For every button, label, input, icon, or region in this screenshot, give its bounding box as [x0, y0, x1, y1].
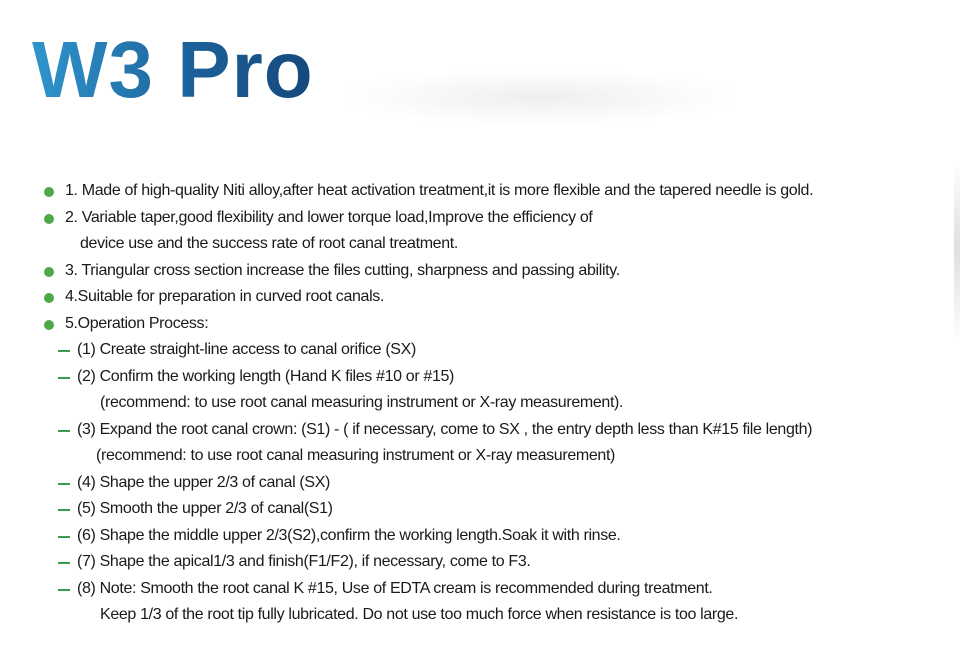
bullet-text: 3. Triangular cross section increase the files cutting, sharpness and passing ability. — [65, 261, 620, 279]
product-title: W3 Pro — [32, 25, 314, 114]
step-item — [0, 337, 960, 364]
bullet-item — [0, 311, 960, 338]
step-text: Keep 1/3 of the root tip fully lubricated. Do not use too much force when resistance is too large. — [100, 606, 739, 623]
step-text: (5) Smooth the upper 2/3 of canal(S1) — [77, 500, 333, 517]
bullet-text: 1. Made of high-quality Niti alloy,after heat activation treatment,it is more flexible and the tapered needle is gold. — [65, 182, 814, 199]
step-item — [0, 417, 960, 444]
step-item — [0, 496, 960, 523]
bullet-item — [0, 178, 960, 205]
step-text: (7) Shape the apical1/3 and finish(F1/F2), if necessary, come to F3. — [77, 553, 531, 570]
step-continuation — [0, 602, 960, 629]
step-text: (recommend: to use root canal measuring instrument or X-ray measurement). — [100, 394, 624, 411]
step-text: (4) Shape the upper 2/3 of canal (SX) — [77, 473, 330, 491]
dash-icon — [58, 562, 70, 564]
bullet-text: 5.Operation Process: — [65, 314, 209, 332]
dash-icon — [58, 350, 70, 352]
step-text: (8) Note: Smooth the root canal K #15, Use of EDTA cream is recommended during treatment. — [77, 579, 713, 597]
bullet-continuation — [0, 231, 960, 258]
step-text: (3) Expand the root canal crown: (S1) - ( if necessary, come to SX , the entry depth less than K#15 file length) — [77, 420, 813, 438]
feature-list — [0, 178, 960, 629]
bullet-item — [0, 284, 960, 311]
step-text: (6) Shape the middle upper 2/3(S2),confirm the working length.Soak it with rinse. — [77, 526, 621, 544]
green-dot-icon — [44, 214, 54, 224]
step-text: (recommend: to use root canal measuring instrument or X-ray measurement) — [96, 447, 616, 464]
dash-icon — [58, 377, 70, 379]
dash-icon — [58, 589, 70, 591]
bullet-item — [0, 258, 960, 285]
step-continuation — [0, 443, 960, 470]
dash-icon — [58, 483, 70, 485]
green-dot-icon — [44, 293, 54, 303]
step-text: (1) Create straight-line access to canal orifice (SX) — [77, 341, 416, 358]
step-item — [0, 470, 960, 497]
bullet-text: 2. Variable taper,good flexibility and lower torque load,Improve the efficiency of — [65, 208, 593, 226]
step-item — [0, 364, 960, 391]
dash-icon — [58, 430, 70, 432]
step-item — [0, 576, 960, 603]
faded-subtitle-smudge — [345, 70, 735, 125]
bullet-text: 4.Suitable for preparation in curved root canals. — [65, 288, 385, 305]
bullet-text: device use and the success rate of root canal treatment. — [80, 235, 458, 252]
step-text: (2) Confirm the working length (Hand K files #10 or #15) — [77, 367, 455, 385]
dash-icon — [58, 509, 70, 511]
green-dot-icon — [44, 187, 54, 197]
step-item — [0, 523, 960, 550]
green-dot-icon — [44, 267, 54, 277]
green-dot-icon — [44, 320, 54, 330]
bullet-item — [0, 205, 960, 232]
step-item — [0, 549, 960, 576]
dash-icon — [58, 536, 70, 538]
step-continuation — [0, 390, 960, 417]
